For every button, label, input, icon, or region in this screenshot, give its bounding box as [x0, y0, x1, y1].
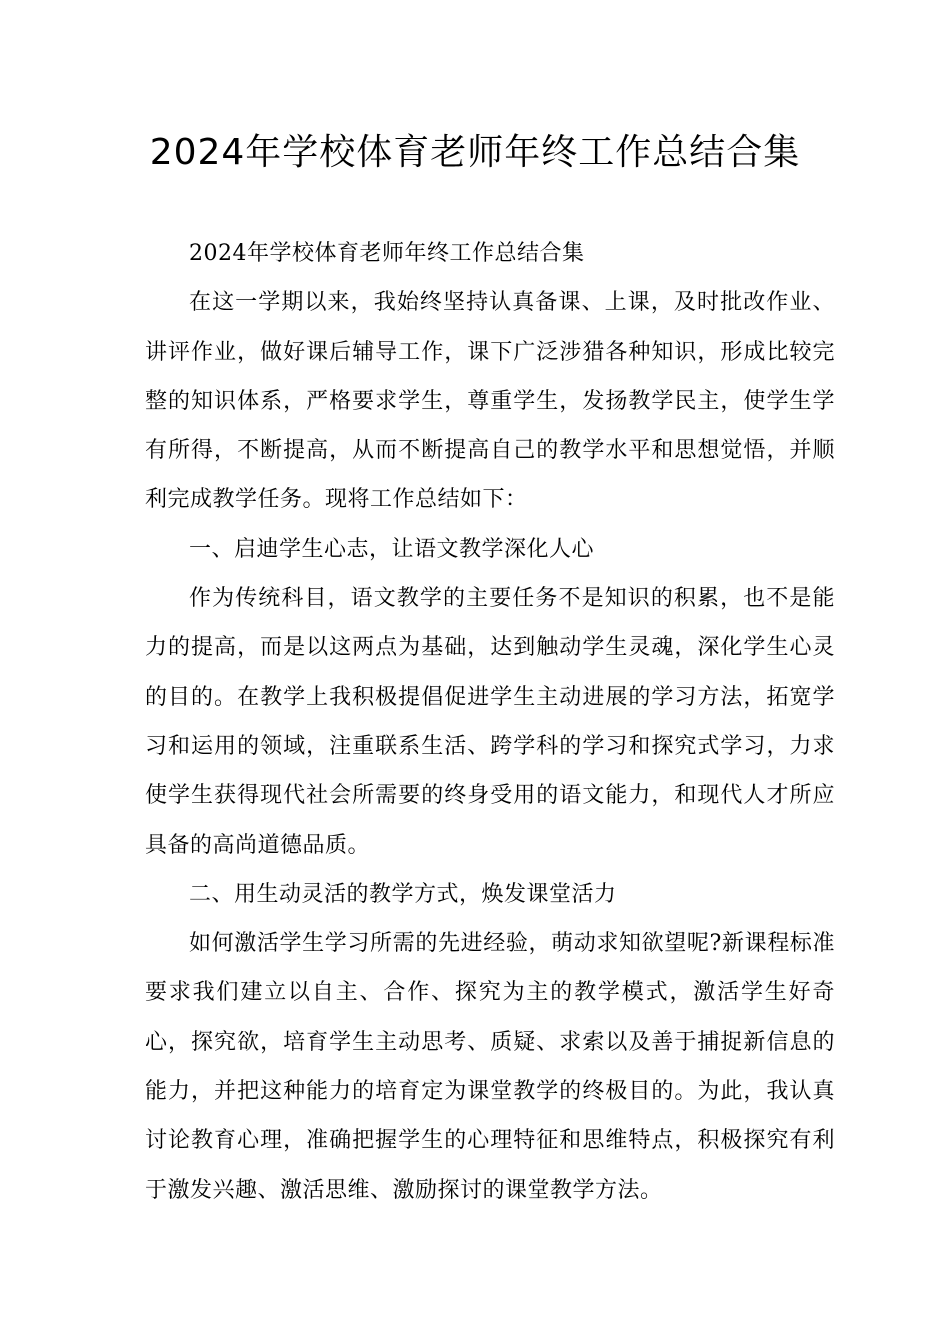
- section-heading-1: 一、启迪学生心志，让语文教学深化人心: [189, 536, 595, 562]
- body-paragraph-subtitle: 2024年学校体育老师年终工作总结合集: [189, 241, 585, 266]
- document-title: 2024年学校体育老师年终工作总结合集: [149, 132, 801, 173]
- body-paragraph-section-1: 作为传统科目，语文教学的主要任务不是知识的积累，也不是能力的提高，而是以这两点为基础，达到触动学生灵魂，深化学生心灵的目的。在教学上我积极提倡促进学生主动进展的学习方法，拓宽学习和运用的领域，注重联系生活、跨学科的学习和探究式学习，力求使学生获得现代社会所需要的终身受用的语文能力，和现代人才所应具备的高尚道德品质。: [145, 586, 835, 858]
- document-body: [145, 229, 835, 1215]
- body-paragraph-section-2: 如何激活学生学习所需的先进经验，萌动求知欲望呢?新课程标准要求我们建立以自主、合作、探究为主的教学模式，激活学生好奇心，探究欲，培育学生主动思考、质疑、求索以及善于捕捉新信息的能力，并把这种能力的培育定为课堂教学的终极目的。为此，我认真讨论教育心理，准确把握学生的心理特征和思维特点，积极探究有利于激发兴趣、激活思维、激励探讨的课堂教学方法。: [145, 931, 835, 1203]
- body-paragraph-intro: 在这一学期以来，我始终坚持认真备课、上课，及时批改作业、讲评作业，做好课后辅导工作，课下广泛涉猎各种知识，形成比较完整的知识体系，严格要求学生，尊重学生，发扬教学民主，使学生学有所得，不断提高，从而不断提高自己的教学水平和思想觉悟，并顺利完成教学任务。现将工作总结如下：: [145, 290, 835, 513]
- section-heading-2: 二、用生动灵活的教学方式，焕发课堂活力: [189, 881, 617, 907]
